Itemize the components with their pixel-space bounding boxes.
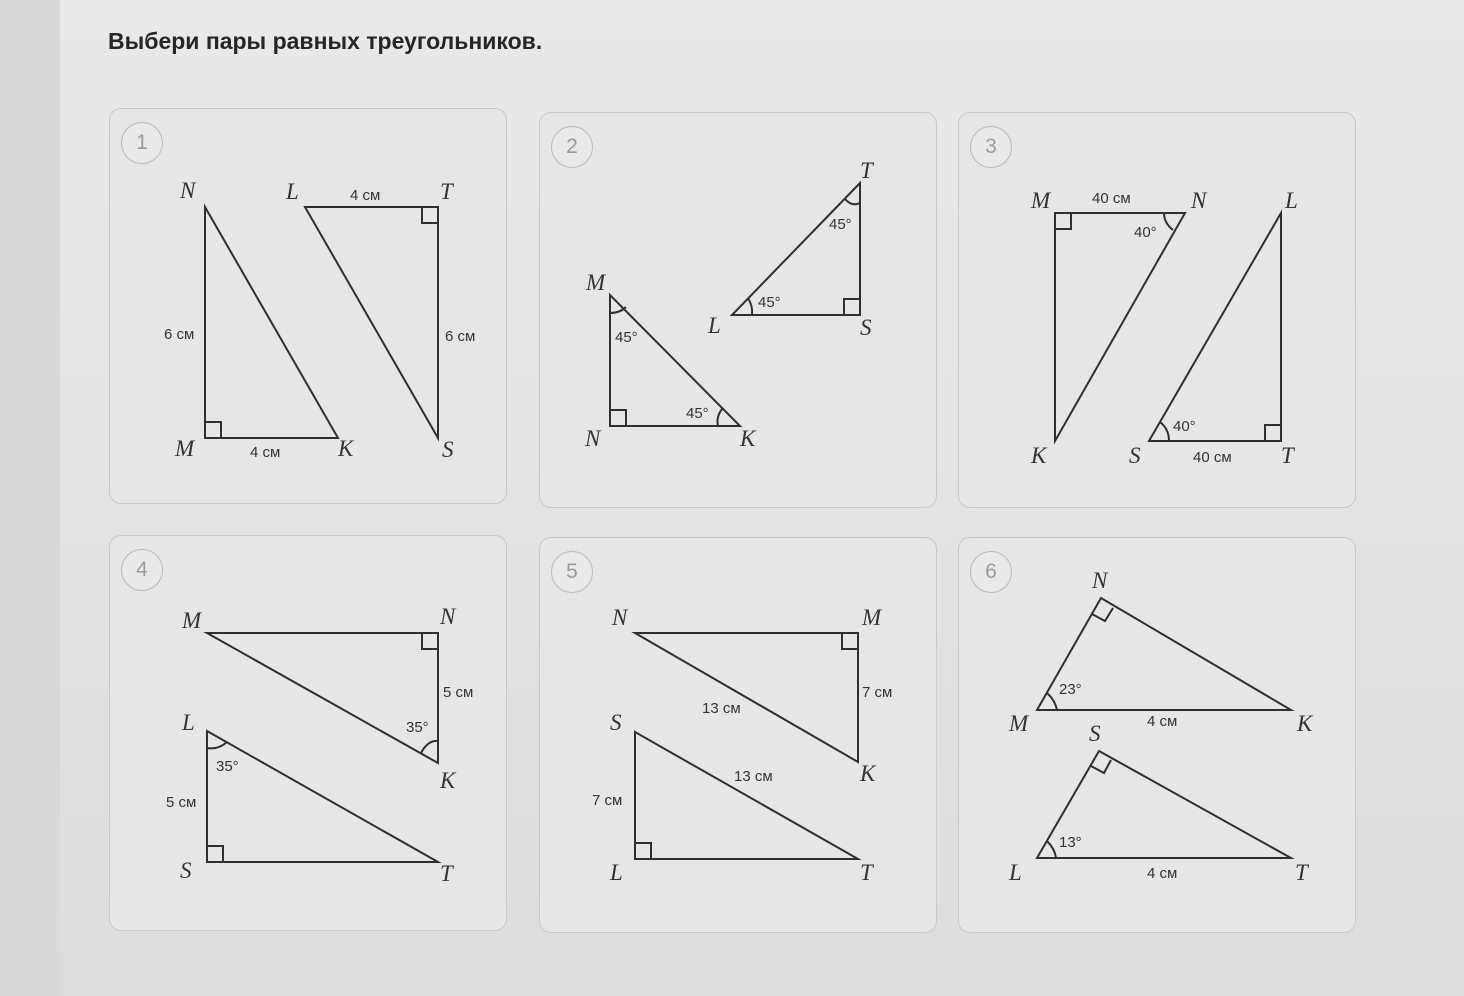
vertex-label: K: [440, 768, 456, 793]
side-label: 4 см: [350, 187, 381, 204]
triangle-tls: [732, 183, 860, 315]
triangles-figure-3: [959, 113, 1355, 507]
side-label: 6 см: [164, 326, 195, 343]
side-label: 5 см: [443, 684, 474, 701]
option-number-2: 2: [551, 126, 593, 168]
angle-arc: [1160, 422, 1169, 441]
side-label: 7 см: [592, 792, 623, 809]
angle-arc: [845, 199, 860, 204]
vertex-label: T: [440, 861, 453, 886]
angle-label: 35°: [406, 719, 429, 736]
angle-label: 40°: [1173, 418, 1196, 435]
triangle-lst: [207, 731, 438, 862]
vertex-label: T: [1295, 860, 1308, 885]
option-card-4[interactable]: [109, 535, 507, 931]
angle-label: 45°: [758, 294, 781, 311]
angle-arc: [610, 307, 626, 313]
option-card-2[interactable]: [539, 112, 937, 508]
vertex-label: K: [1031, 443, 1047, 468]
vertex-label: L: [708, 313, 721, 338]
vertex-label: N: [585, 426, 601, 451]
vertex-label: M: [1009, 711, 1029, 736]
angle-arc: [1047, 693, 1057, 710]
angle-label: 40°: [1134, 224, 1157, 241]
triangle-nmk: [635, 633, 858, 762]
side-label: 13 см: [734, 768, 773, 785]
triangle-nmk: [205, 207, 338, 438]
vertex-label: L: [286, 179, 299, 204]
vertex-label: K: [338, 436, 354, 461]
angle-arc: [718, 409, 723, 426]
option-card-5[interactable]: [539, 537, 937, 933]
vertex-label: T: [860, 158, 873, 183]
option-number-6: 6: [970, 551, 1012, 593]
right-angle-mark: [1265, 425, 1281, 441]
right-angle-mark: [422, 207, 438, 223]
side-label: 6 см: [445, 328, 476, 345]
right-angle-mark: [842, 633, 858, 649]
angle-label: 35°: [216, 758, 239, 775]
side-label: 4 см: [1147, 865, 1178, 882]
vertex-label: T: [1281, 443, 1294, 468]
right-angle-mark: [205, 422, 221, 438]
option-number-1: 1: [121, 122, 163, 164]
vertex-label: L: [182, 710, 195, 735]
vertex-label: S: [610, 710, 622, 735]
vertex-label: L: [1285, 188, 1298, 213]
vertex-label: L: [610, 860, 623, 885]
vertex-label: T: [440, 179, 453, 204]
angle-arc: [1047, 841, 1056, 858]
right-angle-mark: [1091, 760, 1111, 773]
triangle-lts: [305, 207, 438, 438]
right-angle-mark: [844, 299, 860, 315]
right-angle-mark: [422, 633, 438, 649]
right-angle-mark: [635, 843, 651, 859]
vertex-label: K: [1297, 711, 1313, 736]
vertex-label: N: [1092, 568, 1108, 593]
option-number-3: 3: [970, 126, 1012, 168]
vertex-label: S: [860, 315, 872, 340]
angle-label: 45°: [686, 405, 709, 422]
triangles-figure-1: [110, 109, 506, 503]
side-label: 7 см: [862, 684, 893, 701]
side-label: 4 см: [1147, 713, 1178, 730]
triangle-mnk: [1055, 213, 1185, 441]
vertex-label: N: [440, 604, 456, 629]
vertex-label: S: [442, 437, 454, 462]
side-label: 40 см: [1193, 449, 1232, 466]
vertex-label: L: [1009, 860, 1022, 885]
right-angle-mark: [1055, 213, 1071, 229]
option-card-1[interactable]: [109, 108, 507, 504]
angle-arc: [207, 742, 227, 748]
triangle-lst: [1149, 213, 1281, 441]
vertex-label: N: [612, 605, 628, 630]
angle-label: 13°: [1059, 834, 1082, 851]
vertex-label: M: [586, 270, 606, 295]
vertex-label: K: [740, 426, 756, 451]
angle-arc: [1164, 213, 1173, 230]
option-number-5: 5: [551, 551, 593, 593]
right-angle-mark: [207, 846, 223, 862]
vertex-label: N: [180, 178, 196, 203]
task-title: Выбери пары равных треугольников.: [108, 28, 543, 54]
triangle-mnk: [207, 633, 438, 763]
angle-label: 23°: [1059, 681, 1082, 698]
triangles-figure-2: [540, 113, 936, 507]
vertex-label: K: [860, 761, 876, 786]
option-card-6[interactable]: [958, 537, 1356, 933]
side-label: 40 см: [1092, 190, 1131, 207]
vertex-label: M: [1031, 188, 1051, 213]
triangles-figure-5: [540, 538, 936, 932]
right-angle-mark: [610, 410, 626, 426]
side-label: 5 см: [166, 794, 197, 811]
vertex-label: M: [175, 436, 195, 461]
vertex-label: S: [180, 858, 192, 883]
angle-arc: [421, 741, 438, 753]
side-label: 13 см: [702, 700, 741, 717]
angle-arc: [748, 298, 752, 315]
side-label: 4 см: [250, 444, 281, 461]
option-card-3[interactable]: [958, 112, 1356, 508]
vertex-label: S: [1089, 721, 1101, 746]
vertex-label: S: [1129, 443, 1141, 468]
vertex-label: T: [860, 860, 873, 885]
angle-label: 45°: [829, 216, 852, 233]
angle-label: 45°: [615, 329, 638, 346]
triangles-figure-6: [959, 538, 1355, 932]
triangle-slt: [635, 732, 858, 859]
vertex-label: M: [182, 608, 202, 633]
option-number-4: 4: [121, 549, 163, 591]
vertex-label: M: [862, 605, 882, 630]
triangles-figure-4: [110, 536, 506, 930]
vertex-label: N: [1191, 188, 1207, 213]
